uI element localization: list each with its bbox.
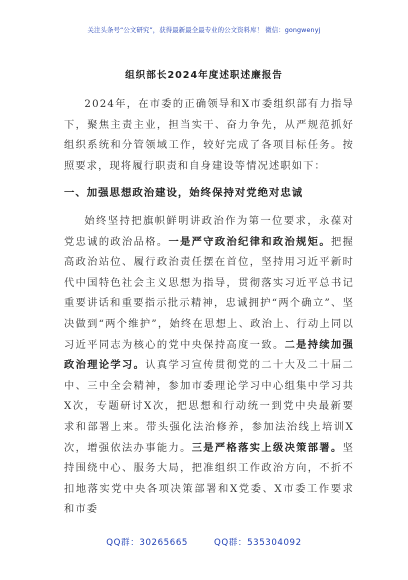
bold-lead-2: 二是持续加强政治理论学习。 (64, 339, 354, 372)
qq-group-2: QQ群：535304092 (213, 538, 302, 548)
paragraph-text: 认真学习宣传贯彻党的二十大及二十届二中、三中全会精神，参加市委理论学习中心组集中学习共X次，专题研讨X次，把思想和行动统一到党中央最新要求和部署上来。带头强化法治修养，参加法治线上培训X次，增强依法办事能力。 (64, 360, 354, 454)
bold-lead-1: 一是严守政治纪律和政治规矩。 (168, 236, 331, 248)
paragraph-text: 把握高政治站位、履行政治责任摆在首位，坚持用习近平新时代中国特色社会主义思想为指导，贯彻落实习近平总书记重要讲话和重要指示批示精神，忠诚拥护“两个确立”、坚决做到“两个维护”，始终在思想上、政治上、行动上同以习近平同志为核心的党中央保持高度一致。 (64, 236, 354, 351)
qq-group-1: QQ群：30265665 (106, 538, 188, 548)
document-title: 组织部长2024年度述职述廉报告 (125, 70, 283, 81)
document-body (64, 95, 354, 521)
paragraph-text: 始终坚持把旗帜鲜明讲政治作为第一位要求，永葆对党忠诚的政治品格。 (64, 215, 354, 248)
section-1-paragraph (64, 212, 354, 521)
promo-banner: 关注头条号“公文研究”，获得最新最全最专业的公文资料库！ 微信：gongwenyj (87, 26, 321, 34)
intro-paragraph: 2024年，在市委的正确领导和X市委组织部有力指导下，聚焦主责主业，担当实干、奋力争先，从严规范抓好组织系统和分管领域工作，较好完成了各项目标任务。按照要求，现将履行职责和自身建设等情况述职如下： (64, 99, 354, 172)
paragraph-text: 坚持围绕中心、服务大局，把准组织工作政治方向，不折不扣地落实党中央各项决策部署和X党委、X市委工作要求和市委 (64, 442, 354, 516)
bold-lead-3: 三是严格落实上级决策部署。 (191, 442, 343, 454)
section-heading-1: 一、加强思想政治建设，始终保持对党绝对忠诚 (64, 187, 304, 200)
footer-contact (0, 536, 408, 548)
